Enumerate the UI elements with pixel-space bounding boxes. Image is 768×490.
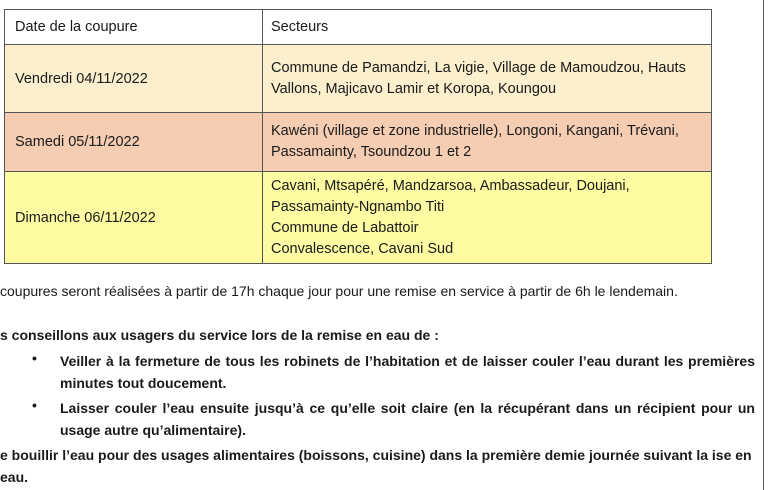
cut-date: Samedi 05/11/2022 (5, 113, 263, 172)
cut-date: Vendredi 04/11/2022 (5, 45, 263, 113)
cut-date: Dimanche 06/11/2022 (5, 172, 263, 264)
cut-sectors (263, 45, 712, 113)
cut-sectors (263, 172, 712, 264)
advice-intro: s conseillons aux usagers du service lors de la remise en eau de : (0, 327, 439, 343)
sector-line: Passamainty, Tsoundzou 1 et 2 (271, 144, 472, 160)
sector-line: Commune de Pamandzi, La vigie, Village de Mamoudzou, Hauts (271, 59, 686, 76)
table-row (5, 45, 712, 113)
table-header-row (5, 10, 712, 45)
sector-line: Vallons, Majicavo Lamir et Koropa, Koungou (271, 80, 557, 97)
bullet-icon: • (32, 397, 37, 413)
advice-item: Veiller à la fermeture de tous les robinets de l’habitation et de laisser couler l’eau durant les premières minutes tout doucement. (60, 353, 755, 391)
sector-line: Cavani, Mtsapéré, Mandzarsoa, Ambassadeur, Doujani, (271, 177, 630, 194)
water-cut-schedule-table (4, 9, 712, 264)
cut-sectors (263, 113, 712, 172)
table-row (5, 172, 712, 264)
sector-line: Convalescence, Cavani Sud (271, 240, 454, 257)
page-border (763, 0, 764, 490)
boil-water-advice: e bouillir l’eau pour des usages alimentaires (boissons, cuisine) dans la première demie journée suivant la ise en eau. (0, 447, 752, 485)
header-sectors: Secteurs (263, 10, 712, 45)
bullet-icon: • (32, 350, 37, 366)
sector-line: Passamainty-Ngnambo Titi (271, 198, 445, 215)
sector-line: Commune de Labattoir (271, 219, 419, 236)
sector-line: Kawéni (village et zone industrielle), Longoni, Kangani, Trévani, (271, 123, 679, 139)
table-row (5, 113, 712, 172)
advice-item: Laisser couler l’eau ensuite jusqu’à ce qu’elle soit claire (en la récupérant dans un récipient pour un usage autre qu’alimentaire). (60, 400, 755, 438)
schedule-info-text: coupures seront réalisées à partir de 17h chaque jour pour une remise en service à partir de 6h le lendemain. (0, 283, 678, 299)
header-date: Date de la coupure (5, 10, 263, 45)
